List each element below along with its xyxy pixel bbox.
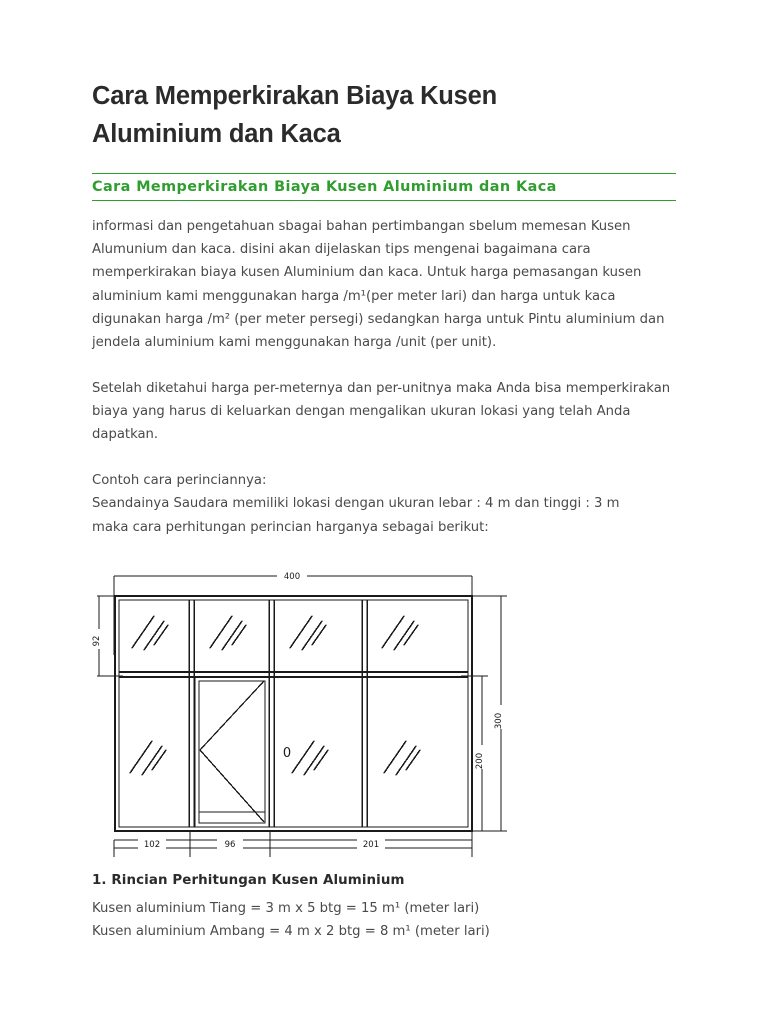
- dim-label-overall-height: 300: [494, 712, 504, 730]
- page-title-line-2: Aluminium dan Kaca: [92, 119, 341, 148]
- dim-label-overall-width: 400: [283, 571, 301, 582]
- example-line-0: Contoh cara perinciannya:: [92, 472, 267, 488]
- outer-frame: [115, 596, 472, 831]
- dim-label-door-height: 200: [475, 752, 485, 770]
- mullion-1: [189, 600, 194, 827]
- page-title: [92, 78, 562, 153]
- door-handle-marker: 0: [282, 745, 292, 761]
- section-1-line-0: Kusen aluminium Tiang = 3 m x 5 btg = 15 m¹ (meter lari): [92, 900, 480, 916]
- dim-label-bay-2-width: 96: [224, 839, 236, 850]
- page-title-line-1: Cara Memperkirakan Biaya Kusen: [92, 82, 498, 110]
- mullion-2: [269, 600, 274, 827]
- mullion-3: [362, 600, 367, 827]
- dim-label-bay-3-width: 201: [362, 839, 380, 850]
- door-leaf-inner: [199, 681, 265, 823]
- document-content: [92, 78, 676, 944]
- example-block: [92, 469, 676, 539]
- dim-label-bay-1-width: 102: [143, 839, 161, 850]
- dimension-bottom-row: [114, 831, 472, 857]
- green-heading-block: [92, 173, 676, 200]
- example-line-1: Seandainya Saudara memiliki lokasi dengan ukuran lebar : 4 m dan tinggi : 3 m: [92, 496, 620, 512]
- technical-drawing: [92, 563, 676, 863]
- glass-hatch-marks: [130, 616, 420, 775]
- dim-label-transom-height: 92: [92, 635, 102, 647]
- green-heading: Cara Memperkirakan Biaya Kusen Aluminium dan Kaca: [92, 177, 557, 201]
- section-1-heading: 1. Rincian Perhitungan Kusen Aluminium: [92, 872, 405, 888]
- section-1-line-1: Kusen aluminium Ambang = 4 m x 2 btg = 8 m¹ (meter lari): [92, 924, 490, 940]
- door-leaf-outer: [195, 677, 269, 827]
- section-1: [92, 873, 676, 944]
- example-line-2: maka cara perhitungan perincian harganya sebagai berikut:: [92, 519, 489, 535]
- door-swing-indicator: [200, 681, 264, 822]
- paragraph-intro: informasi dan pengetahuan sbagai bahan pertimbangan sbelum memesan Kusen Alumunium dan kaca. disini akan dijelaskan tips mengenai bagaimana cara memperkirakan biaya kusen Aluminium dan kaca. Untuk harga pemasangan kusen aluminium kami menggunakan harga /m¹(per meter lari) dan harga untuk kaca digunakan harga /m² (per meter persegi) sedangkan harga untuk Pintu aluminium dan jendela aluminium kami menggunakan harga /unit (per unit).: [92, 218, 665, 351]
- outer-frame-inner: [119, 600, 468, 827]
- frame-elevation-svg: [92, 563, 676, 863]
- paragraph-calculation-note: Setelah diketahui harga per-meternya dan per-unitnya maka Anda bisa memperkirakan biaya yang harus di keluarkan dengan mengalikan ukuran lokasi yang telah Anda dapatkan.: [92, 380, 671, 443]
